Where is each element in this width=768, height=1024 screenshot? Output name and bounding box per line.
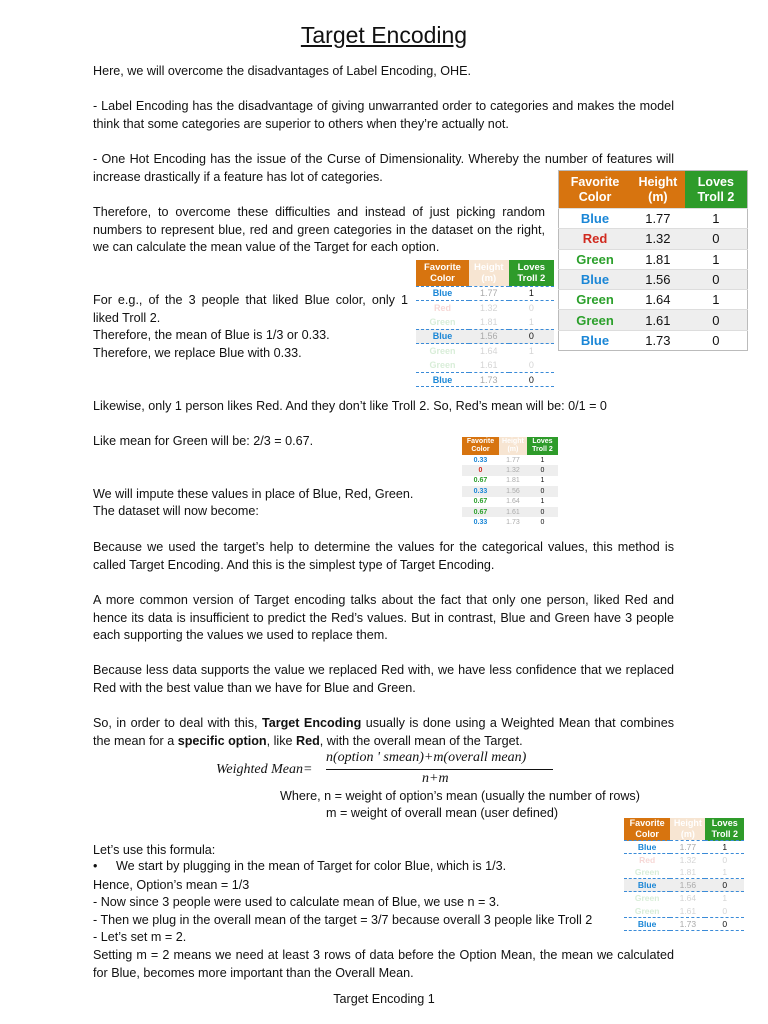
cell-height: 1.32 <box>631 229 685 249</box>
header-loves-troll2: Loves Troll 2 <box>527 437 558 455</box>
cell-color: Green <box>429 346 456 356</box>
formula-numerator: n(option ' smean)+m(overall mean) <box>326 750 527 765</box>
cell-height: 1.64 <box>480 346 498 356</box>
header-loves-troll2: Loves Troll 2 <box>509 260 554 286</box>
example-paragraph-3: Therefore, we replace Blue with 0.33. <box>93 346 302 360</box>
less-data-paragraph: Because less data supports the value we replaced Red with, we have less confidence that we replaced Red with the best value than we have for Blue and Green. <box>93 663 674 695</box>
cell-color: Green <box>429 316 456 327</box>
cell-color: Blue <box>559 269 632 289</box>
encoded-dataset-table <box>462 437 558 528</box>
table-row <box>416 315 554 329</box>
dataset-table <box>558 170 748 351</box>
label-encoding-paragraph: - Label Encoding has the disadvantage of giving unwarranted order to categories and makes the model think that some categories are superior to others when they’re actually not. <box>93 99 674 131</box>
blue-highlight-table-header <box>416 260 554 286</box>
cell-loves: 0 <box>705 917 744 930</box>
cell-loves: 1 <box>540 456 545 464</box>
table-row <box>624 866 744 879</box>
header-favorite-color: Favorite Color <box>624 818 670 841</box>
table-row <box>624 841 744 854</box>
cell-height: 1.64 <box>506 498 520 506</box>
header-loves-troll2: Loves Troll 2 <box>705 818 744 841</box>
set-m-line: - Let’s set m = 2. <box>93 930 187 944</box>
table-row <box>462 486 558 496</box>
cell-height: 1.77 <box>631 209 685 229</box>
cell-color: Blue <box>559 209 632 229</box>
table-row <box>624 917 744 930</box>
cell-height: 1.56 <box>499 486 527 496</box>
cell-loves: 0 <box>527 507 558 517</box>
cell-height: 1.61 <box>499 507 527 517</box>
blue-highlight-table <box>416 260 554 387</box>
cell-loves: 1 <box>540 498 545 506</box>
intro-paragraph: Here, we will overcome the disadvantages of Label Encoding, OHE. <box>93 64 472 78</box>
cell-height: 1.32 <box>480 302 498 313</box>
cell-color: 0.67 <box>473 498 488 506</box>
ohe-text: - One Hot Encoding has the issue of the Curse of Dimensionality. Whereby the number of features will increase drastically if a feature has lot of categories. <box>93 152 674 184</box>
cell-loves: 0 <box>528 359 534 370</box>
cell-loves: 1 <box>685 290 748 310</box>
table-row <box>462 517 558 527</box>
cell-color: 0.33 <box>462 486 499 496</box>
bullet-dot: • <box>93 859 98 873</box>
likewise-paragraph: Likewise, only 1 person likes Red. And they don’t like Troll 2. So, Red’s mean will be: 0/1 = 0 <box>93 399 607 413</box>
table-row <box>559 310 748 330</box>
cell-color: Red <box>433 302 451 313</box>
cell-loves: 0 <box>685 330 748 350</box>
table-row <box>416 286 554 300</box>
weighted-mean-paragraph <box>93 715 674 750</box>
cell-loves: 1 <box>540 477 545 485</box>
so-mid1: usually is done using a Weighted Mean that combines the mean for a <box>93 716 674 748</box>
header-height: Height (m) <box>469 260 509 286</box>
cell-height: 1.73 <box>631 330 685 350</box>
cell-color: 0.67 <box>473 477 488 485</box>
cell-loves: 1 <box>528 346 534 356</box>
so-pre: So, in order to deal with this, <box>93 716 262 730</box>
cell-height: 1.81 <box>631 249 685 269</box>
cell-height: 1.73 <box>670 917 705 930</box>
cell-loves: 0 <box>509 329 554 343</box>
cell-loves: 0 <box>509 372 554 386</box>
table-row <box>559 229 748 249</box>
table-row <box>462 507 558 517</box>
cell-height: 1.64 <box>679 893 697 904</box>
cell-loves: 1 <box>685 209 748 229</box>
cell-height: 1.81 <box>506 477 520 485</box>
setting-paragraph: Setting m = 2 means we need at least 3 rows of data before the Option Mean, the mean we calculated for Blue, becomes more important than the Overall Mean. <box>93 948 674 980</box>
table-row <box>416 300 554 314</box>
cell-loves: 0 <box>527 465 558 475</box>
now-since-line: - Now since 3 people were used to calculate mean of Blue, we use n = 3. <box>93 895 500 909</box>
formula-lhs: Weighted Mean= <box>216 762 313 777</box>
cell-color: Red <box>559 229 632 249</box>
table-row <box>416 344 554 358</box>
blue-highlight-table-2-header <box>624 818 744 841</box>
cell-loves: 1 <box>509 286 554 300</box>
so-post: , with the overall mean of the Target. <box>319 733 523 748</box>
so-bold-target-encoding: Target Encoding <box>261 716 362 730</box>
cell-color: Blue <box>624 879 670 892</box>
cell-color: Green <box>429 359 456 370</box>
cell-color: Green <box>634 905 660 916</box>
so-bold-specific-option: specific option <box>177 733 267 748</box>
cell-loves: 0 <box>722 854 728 865</box>
table-row <box>559 290 748 310</box>
cell-color: Green <box>634 867 660 878</box>
cell-height: 1.64 <box>631 290 685 310</box>
header-height: Height (m) <box>499 437 527 455</box>
then-line: - Then we plug in the overall mean of the target = 3/7 because overall 3 people like Troll 2 <box>93 913 593 927</box>
because-paragraph: Because we used the target’s help to determine the values for the categorical values, this method is called Target Encoding. And this is the simplest type of Target Encoding. <box>93 540 674 572</box>
cell-loves: 0 <box>722 905 728 916</box>
table-row <box>624 904 744 917</box>
dataset-table-header <box>559 171 748 209</box>
header-height: Height (m) <box>631 171 685 209</box>
cell-loves: 0 <box>685 269 748 289</box>
table-row <box>559 249 748 269</box>
common-version-paragraph: A more common version of Target encoding talks about the fact that only one person, liked Red and hence its data is insufficient to predict the Red’s values. But in contrast, Blue and Green have 3 people each supporting the values we used to replace them. <box>93 593 674 643</box>
table-row <box>559 269 748 289</box>
therefore-paragraph: Therefore, to overcome these difficulties and instead of just picking random numbers to represent blue, red and green categories in the dataset on the right, we can calculate the mean value of the Target for each option. <box>93 205 545 255</box>
cell-height: 1.73 <box>469 372 509 386</box>
cell-height: 1.56 <box>631 269 685 289</box>
cell-height: 1.77 <box>670 841 705 854</box>
formula-denominator: n+m <box>422 771 449 786</box>
cell-color: Blue <box>624 841 670 854</box>
example-paragraph-2: Therefore, the mean of Blue is 1/3 or 0.33. <box>93 328 330 342</box>
header-height: Height (m) <box>670 818 705 841</box>
cell-color: Red <box>639 854 656 865</box>
cell-color: Blue <box>416 329 469 343</box>
where-n-line: Where, n = weight of option’s mean (usually the number of rows) <box>280 789 640 803</box>
cell-height: 1.61 <box>480 359 498 370</box>
formula-fraction-bar <box>326 769 553 770</box>
table-row <box>624 892 744 905</box>
cell-color: 0 <box>462 465 499 475</box>
cell-height: 1.61 <box>631 310 685 330</box>
cell-color: 0.33 <box>473 519 488 527</box>
bullet-item-1 <box>93 859 506 873</box>
cell-loves: 0 <box>705 879 744 892</box>
so-bold-red: Red <box>296 733 320 748</box>
header-favorite-color: Favorite Color <box>416 260 469 286</box>
cell-height: 1.77 <box>469 286 509 300</box>
cell-height: 1.77 <box>506 456 520 464</box>
cell-height: 1.56 <box>670 879 705 892</box>
table-row <box>462 465 558 475</box>
table-row <box>559 330 748 350</box>
green-mean-paragraph: Like mean for Green will be: 2/3 = 0.67. <box>93 434 314 448</box>
header-favorite-color: Favorite Color <box>559 171 632 209</box>
cell-loves: 1 <box>722 893 728 904</box>
cell-height: 1.81 <box>480 316 498 327</box>
cell-color: Blue <box>416 372 469 386</box>
cell-loves: 1 <box>722 867 728 878</box>
cell-color: Green <box>559 310 632 330</box>
header-loves-troll2: Loves Troll 2 <box>685 171 748 209</box>
where-m-line: m = weight of overall mean (user defined) <box>326 806 559 820</box>
encoded-table-header <box>462 437 558 455</box>
cell-height: 1.56 <box>469 329 509 343</box>
cell-color: Green <box>634 893 660 904</box>
cell-loves: 0 <box>527 486 558 496</box>
cell-height: 1.81 <box>679 867 697 878</box>
table-row <box>462 497 558 507</box>
cell-loves: 0 <box>540 519 545 527</box>
table-row <box>624 853 744 866</box>
cell-color: 0.33 <box>473 456 488 464</box>
table-row <box>559 209 748 229</box>
lets-use-line: Let’s use this formula: <box>93 843 216 857</box>
bullet-text: We start by plugging in the mean of Target for color Blue, which is 1/3. <box>116 859 507 873</box>
cell-loves: 1 <box>685 249 748 269</box>
cell-loves: 0 <box>528 302 534 313</box>
example-paragraph-1: For e.g., of the 3 people that liked Blue color, only 1 liked Troll 2. <box>93 293 408 325</box>
cell-color: Green <box>559 249 632 269</box>
cell-color: Blue <box>559 330 632 350</box>
impute-line-1: We will impute these values in place of Blue, Red, Green. <box>93 487 414 501</box>
cell-color: 0.67 <box>462 507 499 517</box>
table-row <box>416 372 554 386</box>
cell-height: 1.73 <box>506 519 520 527</box>
cell-loves: 0 <box>685 229 748 249</box>
cell-color: Blue <box>416 286 469 300</box>
cell-height: 1.32 <box>679 854 697 865</box>
header-favorite-color: Favorite Color <box>462 437 499 455</box>
cell-color: Green <box>559 290 632 310</box>
table-row <box>462 455 558 465</box>
page-footer: Target Encoding 1 <box>333 992 435 1006</box>
cell-color: Blue <box>624 917 670 930</box>
table-row <box>416 329 554 343</box>
table-row <box>462 476 558 486</box>
table-row <box>416 358 554 372</box>
blue-highlight-table-2 <box>624 818 744 931</box>
impute-line-2: The dataset will now become: <box>93 504 259 518</box>
cell-loves: 1 <box>528 316 534 327</box>
cell-height: 1.32 <box>499 465 527 475</box>
cell-loves: 0 <box>685 310 748 330</box>
page-title: Target Encoding <box>300 22 468 48</box>
cell-height: 1.61 <box>679 905 697 916</box>
table-row <box>624 879 744 892</box>
cell-loves: 1 <box>705 841 744 854</box>
hence-line: Hence, Option’s mean = 1/3 <box>93 878 250 892</box>
so-mid2: , like <box>266 733 296 748</box>
